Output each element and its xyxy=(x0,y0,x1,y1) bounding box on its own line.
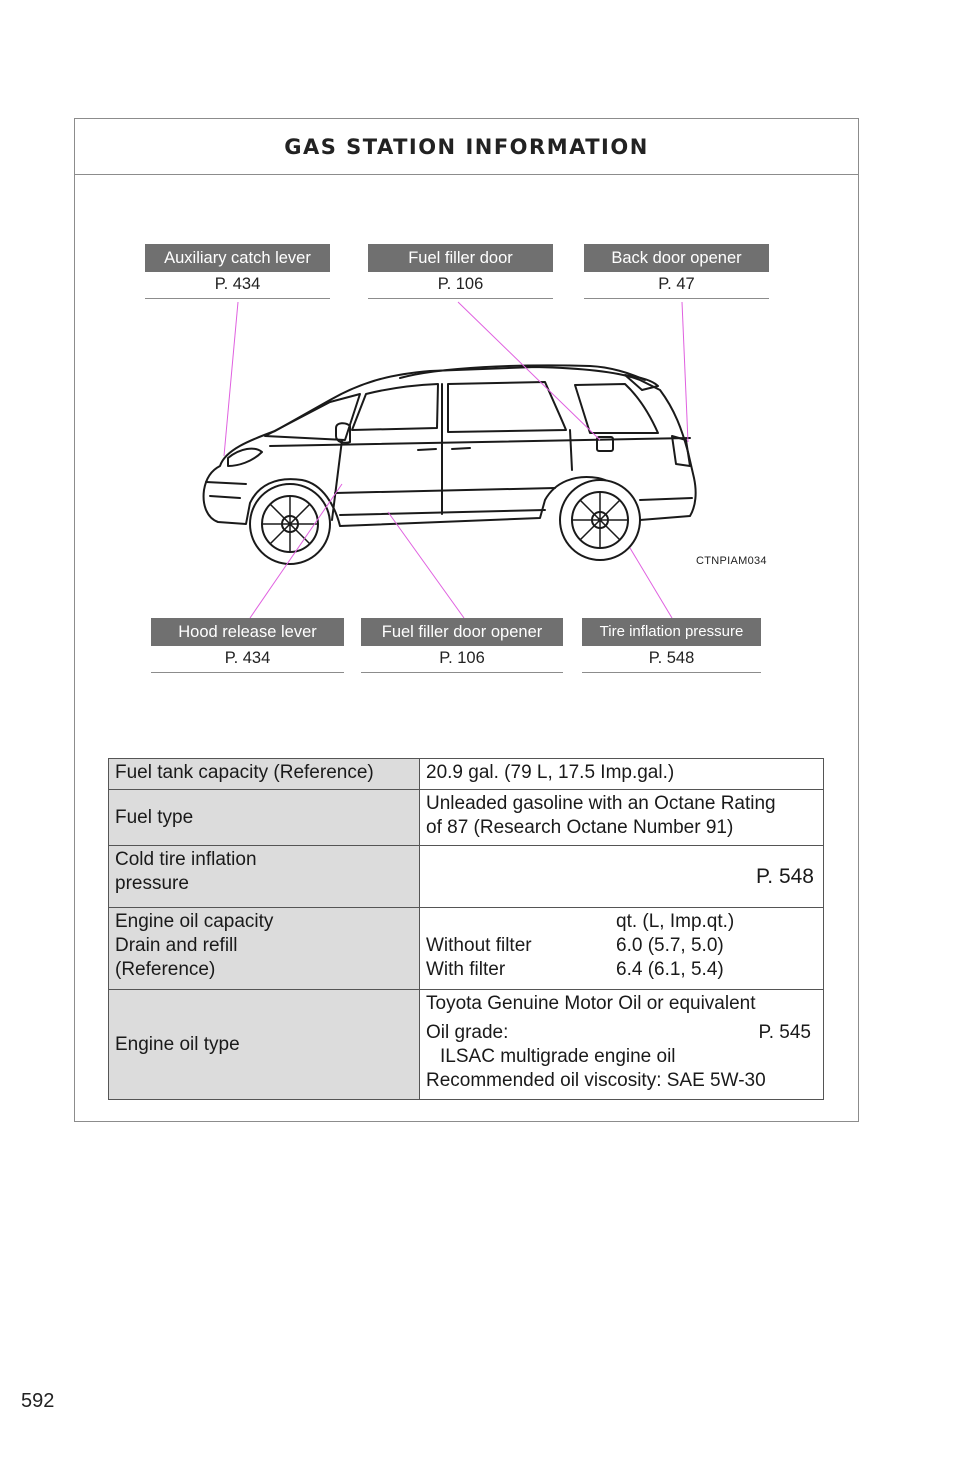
cold-tire-label-line-1: Cold tire inflation xyxy=(115,849,257,870)
oil-type-line-3: ILSAC multigrade engine oil xyxy=(440,1046,676,1067)
front-door-window xyxy=(352,384,438,430)
leader-back-door-opener xyxy=(682,302,688,442)
callout-page-link[interactable]: P. 548 xyxy=(582,646,761,673)
sliding-door-seam-rear xyxy=(570,430,572,470)
callout-page-link[interactable]: P. 106 xyxy=(368,272,553,299)
fuel-type-line-2: of 87 (Research Octane Number 91) xyxy=(426,817,734,838)
fuel-type-line-1: Unleaded gasoline with an Octane Rating xyxy=(426,793,776,814)
spec-value-fuel-type xyxy=(420,790,824,846)
spec-value-fuel-tank: 20.9 gal. (79 L, 17.5 Imp.gal.) xyxy=(420,759,824,790)
tail-light xyxy=(672,436,690,466)
spec-value-engine-oil-type xyxy=(420,990,824,1100)
callout-page-link[interactable]: P. 47 xyxy=(584,272,769,299)
table-row xyxy=(109,759,824,790)
spec-label-cold-tire xyxy=(109,846,420,908)
rear-bumper-line xyxy=(640,498,692,500)
leader-fuel-filler-door-opener xyxy=(388,512,464,618)
callout-label: Back door opener xyxy=(584,244,769,272)
with-filter-value: 6.4 (6.1, 5.4) xyxy=(616,959,724,980)
sliding-door-handle xyxy=(452,448,470,449)
spec-label-fuel-type: Fuel type xyxy=(109,790,420,846)
callout-label: Fuel filler door opener xyxy=(361,618,563,646)
callout-label: Hood release lever xyxy=(151,618,344,646)
callout-label: Auxiliary catch lever xyxy=(145,244,330,272)
table-row xyxy=(109,846,824,908)
callout-hood-release-lever xyxy=(151,618,344,673)
spec-label-fuel-tank: Fuel tank capacity (Reference) xyxy=(109,759,420,790)
spec-value-cold-tire-link[interactable]: P. 548 xyxy=(420,846,824,908)
callout-auxiliary-catch-lever xyxy=(145,244,330,299)
front-door-seam xyxy=(332,440,342,520)
table-row xyxy=(109,908,824,990)
leader-tire-inflation-pressure xyxy=(630,548,672,618)
callout-fuel-filler-door-opener xyxy=(361,618,563,673)
rear-quarter-window xyxy=(575,384,658,433)
oil-capacity-label-line-2: Drain and refill xyxy=(115,935,238,956)
oil-type-line-4: Recommended oil viscosity: SAE 5W-30 xyxy=(426,1070,766,1091)
callout-tire-inflation-pressure xyxy=(582,618,761,673)
spec-label-engine-oil-type: Engine oil type xyxy=(109,990,420,1100)
oil-capacity-label-line-1: Engine oil capacity xyxy=(115,911,274,932)
callout-back-door-opener xyxy=(584,244,769,299)
oil-capacity-label-line-3: (Reference) xyxy=(115,959,216,980)
front-grille xyxy=(210,496,240,498)
leader-auxiliary-catch-lever xyxy=(224,302,238,456)
callout-page-link[interactable]: P. 434 xyxy=(151,646,344,673)
cold-tire-label-line-2: pressure xyxy=(115,873,189,894)
without-filter-label: Without filter xyxy=(426,935,532,956)
front-bumper xyxy=(206,482,246,484)
specifications-table xyxy=(108,758,824,1100)
oil-grade-line xyxy=(426,1021,817,1045)
front-wheel xyxy=(250,484,330,564)
spec-label-engine-oil-capacity xyxy=(109,908,420,990)
callout-page-link[interactable]: P. 106 xyxy=(361,646,563,673)
front-door-handle xyxy=(418,449,436,450)
illustration-code: CTNPIAM034 xyxy=(696,555,767,567)
table-row xyxy=(109,990,824,1100)
windshield xyxy=(265,394,360,440)
oil-type-line-1: Toyota Genuine Motor Oil or equivalent xyxy=(426,993,756,1014)
with-filter-label: With filter xyxy=(426,959,506,980)
without-filter-value: 6.0 (5.7, 5.0) xyxy=(616,935,724,956)
oil-grade-page-link[interactable]: P. 545 xyxy=(758,1022,811,1043)
page-number: 592 xyxy=(21,1390,55,1412)
body-molding xyxy=(335,488,555,493)
leader-fuel-filler-door xyxy=(458,302,600,440)
callout-label: Tire inflation pressure xyxy=(582,618,761,646)
callout-fuel-filler-door xyxy=(368,244,553,299)
table-row xyxy=(109,790,824,846)
oil-capacity-unit: qt. (L, Imp.qt.) xyxy=(616,911,735,932)
oil-grade-label: Oil grade: xyxy=(426,1022,509,1043)
rear-wheel xyxy=(560,480,640,560)
section-title: GAS STATION INFORMATION xyxy=(284,134,649,159)
callout-page-link[interactable]: P. 434 xyxy=(145,272,330,299)
spec-value-engine-oil-capacity xyxy=(420,908,824,990)
callout-label: Fuel filler door xyxy=(368,244,553,272)
